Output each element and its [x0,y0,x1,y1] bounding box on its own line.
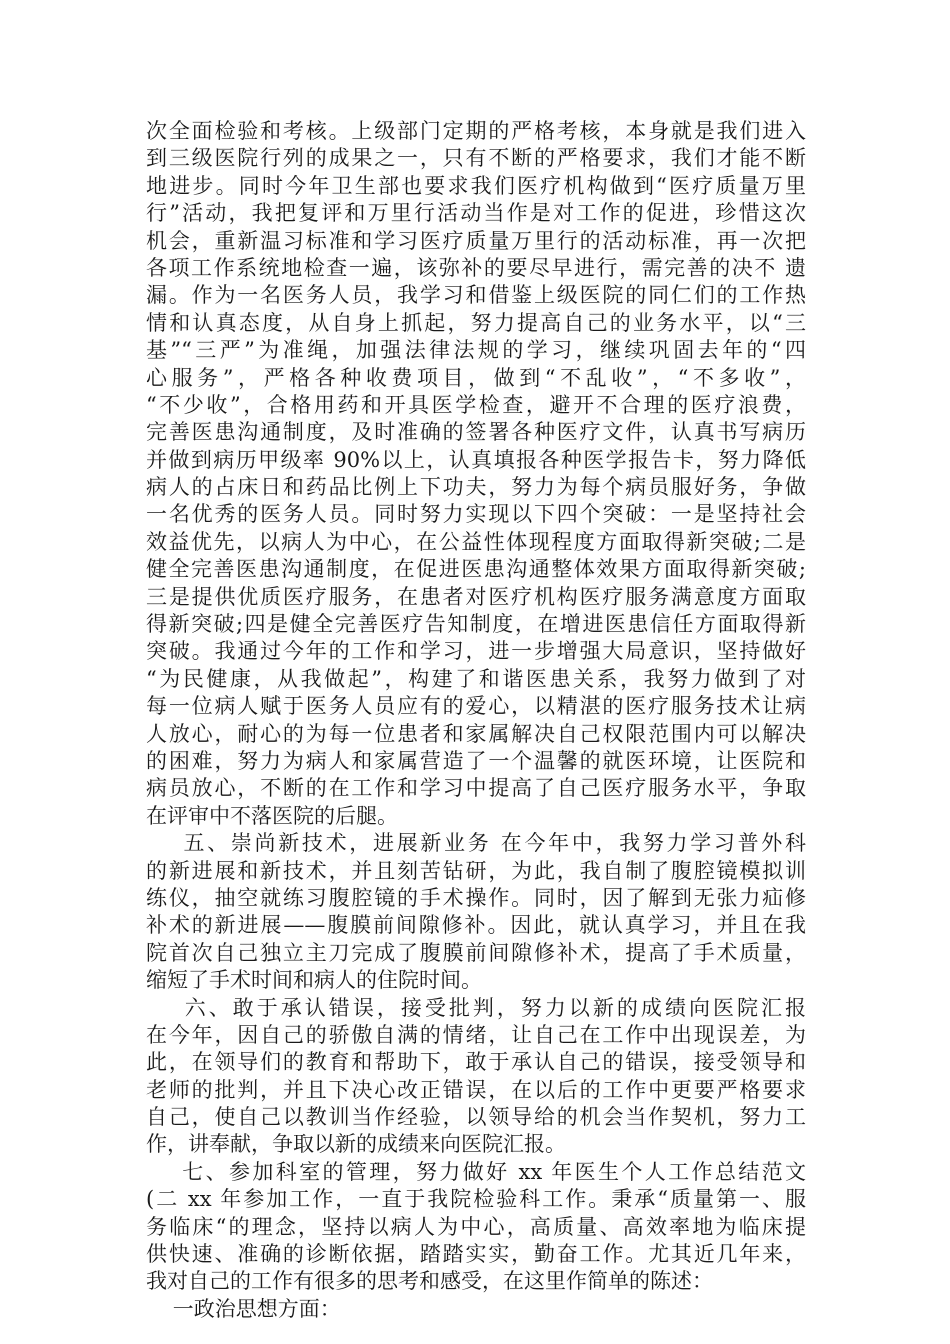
body-text [146,118,806,1323]
text-line: 的困难，努力为病人和家属营造了一个温馨的就医环境，让医院和 [146,748,806,773]
text-line: 务临床“的理念，坚持以病人为中心，高质量、高效率地为临床提 [146,1214,806,1239]
text-line: “不少收”，合格用药和开具医学检查，避开不合理的医疗浪费， [146,392,806,417]
text-line: 行”活动，我把复评和万里行活动当作是对工作的促进，珍惜这次 [146,201,806,226]
text-line: 我对自己的工作有很多的思考和感受，在这里作简单的陈述： [146,1269,713,1294]
text-line: 到三级医院行列的成果之一，只有不断的严格要求，我们才能不断 [146,146,806,171]
text-line: 作，讲奉献，争取以新的成绩来向医院汇报。 [146,1132,566,1157]
text-line: 三是提供优质医疗服务，在患者对医疗机构医疗服务满意度方面取 [146,584,806,609]
text-line: 院首次自己独立主刀完成了腹膜前间隙修补术，提高了手术质量， [146,940,806,965]
text-line: 机会，重新温习标准和学习医疗质量万里行的活动标准，再一次把 [146,228,806,253]
text-line: 的新进展和新技术，并且刻苦钻研，为此，我自制了腹腔镜模拟训 [146,858,806,883]
text-line: 效益优先，以病人为中心，在公益性体现程度方面取得新突破;二是 [146,529,806,554]
text-line: 一名优秀的医务人员。同时努力实现以下四个突破：一是坚持社会 [146,502,806,527]
text-line: 地进步。同时今年卫生部也要求我们医疗机构做到“医疗质量万里 [146,173,806,198]
text-line: 七、参加科室的管理，努力做好 xx 年医生个人工作总结范文 [146,1159,806,1184]
text-line: 病人的占床日和药品比例上下功夫，努力为每个病员服好务，争做 [146,475,806,500]
text-line: 完善医患沟通制度，及时准确的签署各种医疗文件，认真书写病历 [146,420,806,445]
text-line: 突破。我通过今年的工作和学习，进一步增强大局意识，坚持做好 [146,639,806,664]
text-line: 六、敢于承认错误，接受批判，努力以新的成绩向医院汇报 [146,995,806,1020]
text-line: 人放心，耐心的为每一位患者和家属解决自己权限范围内可以解决 [146,721,806,746]
text-line: 并做到病历甲级率 90%以上，认真填报各种医学报告卡，努力降低 [146,447,806,472]
text-line: 在评审中不落医院的后腿。 [146,803,398,828]
text-line: 得新突破;四是健全完善医疗告知制度，在增进医患信任方面取得新 [146,612,806,637]
text-line: 练仪，抽空就练习腹腔镜的手术操作。同时，因了解到无张力疝修 [146,885,806,910]
text-line: 病员放心，不断的在工作和学习中提高了自己医疗服务水平，争取 [146,776,806,801]
text-line: 此，在领导们的教育和帮助下，敢于承认自己的错误，接受领导和 [146,1050,806,1075]
text-line: “为民健康，从我做起”，构建了和谐医患关系，我努力做到了对 [146,666,806,691]
text-line: 自己，使自己以教训当作经验，以领导给的机会当作契机，努力工 [146,1105,806,1130]
text-line: 供快速、准确的诊断依据，踏踏实实，勤奋工作。尤其近几年来， [146,1242,806,1267]
text-line: 在今年，因自己的骄傲自满的情绪，让自己在工作中出现误差，为 [146,1022,806,1047]
text-line: 次全面检验和考核。上级部门定期的严格考核，本身就是我们进入 [146,119,806,143]
text-line: 五、崇尚新技术，进展新业务 在今年中，我努力学习普外科 [146,831,806,856]
text-line: 各项工作系统地检查一遍，该弥补的要尽早进行，需完善的决不 遗 [146,255,806,280]
text-line: 一政治思想方面： [146,1296,341,1321]
text-line: 基”“三严”为准绳，加强法律法规的学习，继续巩固去年的“四 [146,338,806,363]
text-line: 缩短了手术时间和病人的住院时间。 [146,968,482,993]
text-line: (二 xx 年参加工作，一直于我院检验科工作。秉承“质量第一、服 [146,1187,806,1212]
text-line: 老师的批判，并且下决心改正错误，在以后的工作中更要严格要求 [146,1077,806,1102]
text-line: 情和认真态度，从自身上抓起，努力提高自己的业务水平，以“三 [146,310,806,335]
text-line: 健全完善医患沟通制度，在促进医患沟通整体效果方面取得新突破; [146,557,806,582]
text-line: 漏。作为一名医务人员，我学习和借鉴上级医院的同仁们的工作热 [146,283,806,308]
text-line: 心服务”，严格各种收费项目，做到“不乱收”，“不多收”， [146,365,806,390]
text-line: 补术的新进展——腹膜前间隙修补。因此，就认真学习，并且在我 [146,913,806,938]
text-line: 每一位病人赋于医务人员应有的爱心，以精湛的医疗服务技术让病 [146,694,806,719]
